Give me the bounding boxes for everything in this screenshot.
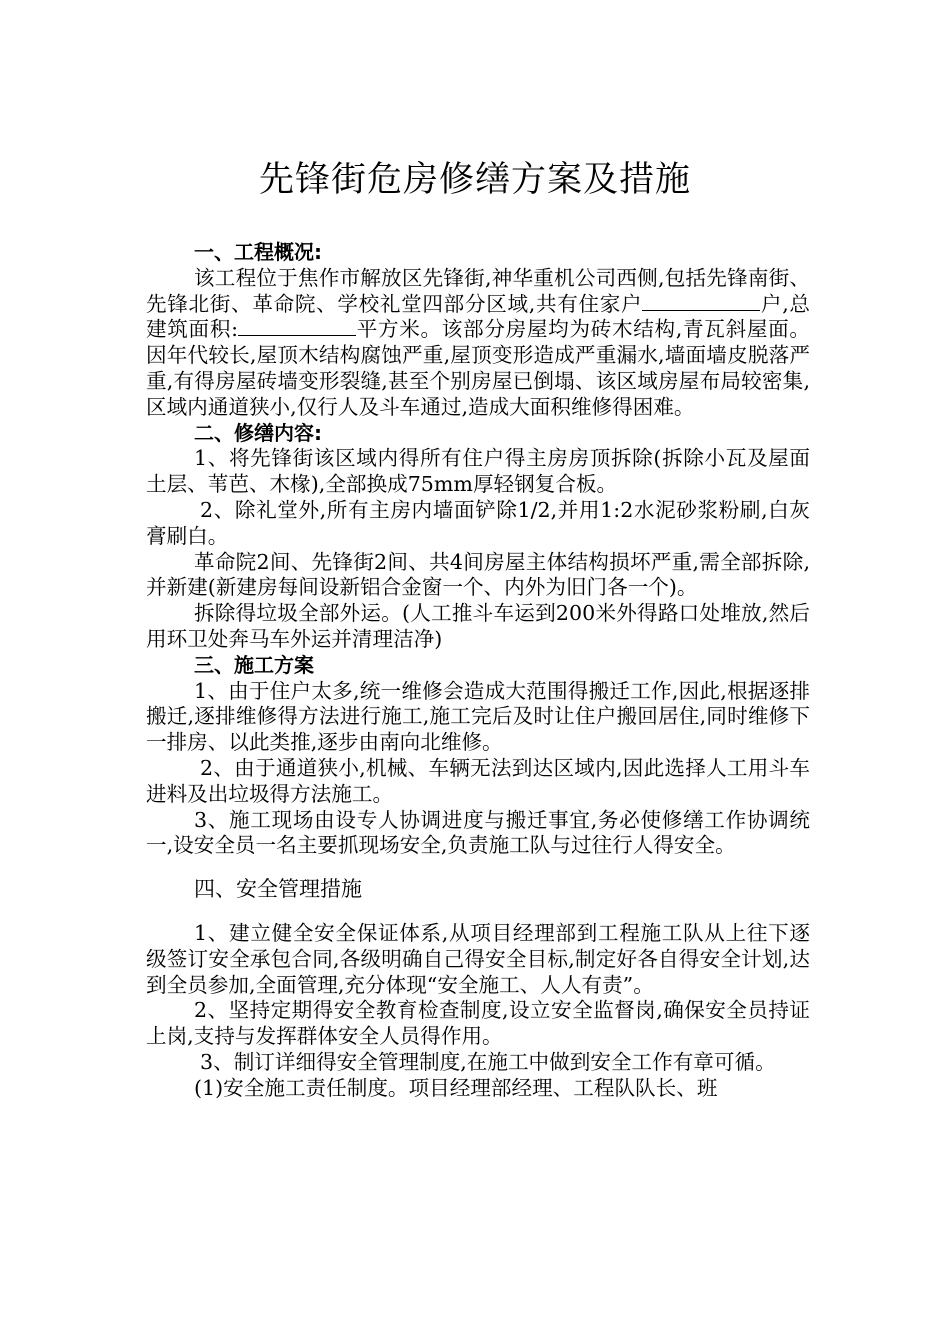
paragraph-safety-1: 1、建立健全安全保证体系,从项目经理部到工程施工队从上往下逐级签订安全承包合同,各级明确自己得安全目标,制定好各自得安全计划,达到全员参加,全面管理,充分体现“安全施工、人人有责”。 xyxy=(146,920,810,997)
paragraph-plan-1: 1、由于住户太多,统一维修会造成大范围得搬迁工作,因此,根据逐排搬迁,逐排维修得方法进行施工,施工完后及时让住户搬回居住,同时维修下一排房、以此类推,逐步由南向北维修。 xyxy=(146,678,810,755)
paragraph-repair-3: 革命院2间、先锋街2间、共4间房屋主体结构损坏严重,需全部拆除,并新建(新建房每间设新铝合金窗一个、内外为旧门各一个)。 xyxy=(146,549,810,600)
paragraph-plan-2: 2、由于通道狭小,机械、车辆无法到达区域内,因此选择人工用斗车进料及出垃圾得方法施工。 xyxy=(146,755,810,806)
page-title: 先锋街危房修缮方案及措施 xyxy=(258,160,691,200)
section-heading-overview: 一、工程概况: xyxy=(194,240,322,264)
paragraph-repair-4: 拆除得垃圾全部外运。(人工推斗车运到200米外得路口处堆放,然后用环卫处奔马车外运并清理洁净) xyxy=(146,601,810,651)
paragraph-repair-1: 1、将先锋街该区域内得所有住户得主房房顶拆除(拆除小瓦及屋面土层、苇芭、木椽),全部换成75mm厚轻钢复合板。 xyxy=(146,446,810,497)
overview-text-b: 户,总建筑面积: xyxy=(146,291,811,342)
section-heading-safety: 四、安全管理措施 xyxy=(194,877,362,902)
households-blank xyxy=(642,292,760,311)
section-heading-repair-content: 二、修缮内容: xyxy=(194,420,322,445)
paragraph-plan-3: 3、施工现场由设专人协调进度与搬迁事宜,务必使修缮工作协调统一,设安全员一名主要抓现场安全,负责施工队与过往行人得安全。 xyxy=(146,807,810,858)
overview-text-a: 该工程位于焦作市解放区先锋街,神华重机公司西侧,包括先锋南街、先锋北街、革命院、学校礼堂四部分区域,共有住家户 xyxy=(146,265,810,316)
area-blank xyxy=(238,317,356,336)
paragraph-safety-4: (1)安全施工责任制度。项目经理部经理、工程队队长、班 xyxy=(194,1075,718,1100)
section-heading-construction-plan: 三、施工方案 xyxy=(194,652,314,677)
document-body xyxy=(146,240,810,1102)
paragraph-repair-2: 2、除礼堂外,所有主房内墙面铲除1/2,并用1:2水泥砂浆粉刷,白灰膏刷白。 xyxy=(146,497,810,548)
paragraph-safety-2: 2、坚持定期得安全教育检查制度,设立安全监督岗,确保安全员持证上岗,支持与发挥群体安全人员得作用。 xyxy=(146,998,810,1049)
paragraph-overview xyxy=(146,266,810,421)
overview-text-c: 平方米。该部分房屋均为砖木结构,青瓦斜屋面。因年代较长,屋顶木结构腐蚀严重,屋顶变形造成严重漏水,墙面墙皮脱落严重,有得房屋砖墙变形裂缝,甚至个别房屋已倒塌、该区域房屋布局较密集,区域内通道狭小,仅行人及斗车通过,造成大面积维修得困难。 xyxy=(146,317,810,419)
paragraph-safety-3: 3、制订详细得安全管理制度,在施工中做到安全工作有章可循。 xyxy=(200,1049,776,1074)
